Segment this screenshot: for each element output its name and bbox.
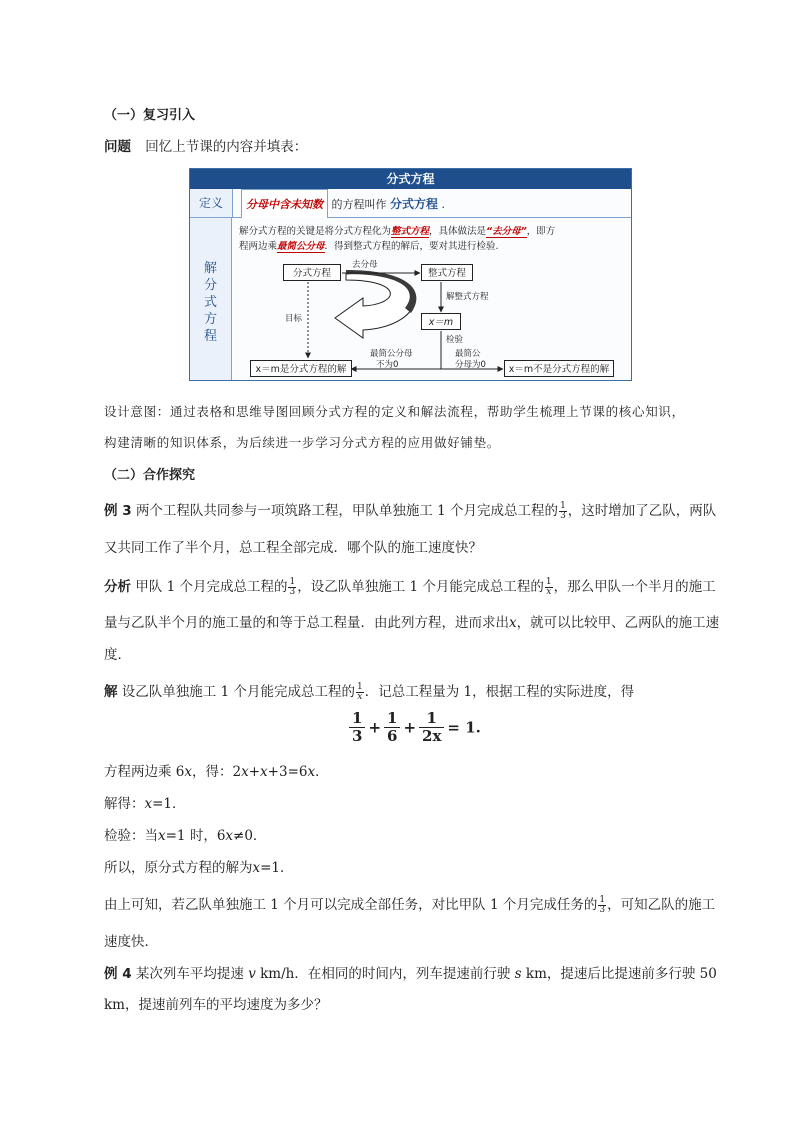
solution-text-b: ．记总工程量为 1，根据工程的实际进度，得 (364, 684, 635, 700)
solve-text-4: 程两边乘 (239, 241, 278, 252)
example-3-line-2: 又共同工作了半个月，总工程全部完成．哪个队的施工速度快？ (104, 540, 482, 556)
keyword-integral-equation: 整式方程 (391, 226, 430, 237)
fractional-equation-table (189, 168, 632, 381)
eq-frac-1-2x: $\frac{1}{2x}$ (419, 710, 444, 745)
label-remove-denominator: 去分母 (352, 260, 378, 270)
conclusion-text-b: ，可知乙队的施工 (607, 897, 716, 913)
solution-line-1 (104, 680, 634, 702)
label-lcd-zero-1: 最简公 (455, 349, 481, 359)
example-4-label: 例 4 (104, 966, 132, 982)
analysis-line-3: 度． (104, 647, 131, 663)
analysis-label: 分析 (104, 579, 131, 595)
example-3-line-1 (104, 499, 716, 521)
fraction-one-over-x: $\frac{1}{x}$ (545, 577, 552, 597)
analysis-text-d: 量与乙队半个月的施工量的和等于总工程量．由此列方程，进而求出 (104, 615, 509, 631)
solve-text-3: ，即方 (526, 226, 556, 237)
fraction-one-over-x: $\frac{1}{x}$ (356, 682, 363, 702)
solution-step-1: 方程两边乘 6x，得：2x+x+3=6x． (104, 764, 329, 780)
variable-x: x (509, 615, 517, 631)
label-check: 检验 (446, 335, 464, 345)
flow-box-is-solution: x＝m是分式方程的解 (250, 360, 352, 377)
solve-label: 解分式方程 (190, 218, 232, 380)
fraction-one-third: $\frac{1}{3}$ (599, 895, 606, 915)
conclusion-line-1 (104, 893, 715, 915)
example-4-line-2: km，提速前列车的平均速度为多少？ (104, 997, 328, 1013)
eq-frac-1-6: $\frac{1}{6}$ (384, 710, 400, 745)
section-title-cooperative: （二）合作探究 (104, 468, 196, 483)
label-lcd-zero-2: 分母为0 (455, 360, 486, 370)
label-lcd-not-zero-1: 最简公分母 (370, 349, 413, 359)
flow-box-x-equals-m: x＝m (421, 313, 461, 330)
solve-text-2: ，具体做法是 (429, 226, 487, 237)
definition-end: . (441, 198, 446, 211)
definition-keyword-box: 分母中含未知数 (241, 189, 328, 221)
example-4-line-1: 例 4 某次列车平均提速 v km/h．在相同的时间内，列车提速前行驶 s km，提速后比提速前多行驶 50 (104, 966, 717, 982)
design-intent-line-2: 构建清晰的知识体系，为后续进一步学习分式方程的应用做好铺垫。 (104, 435, 501, 450)
definition-label: 定义 (190, 189, 233, 217)
analysis-text-e: ，就可以比较甲、乙两队的施工速 (516, 615, 720, 631)
conclusion-line-2: 速度快． (104, 934, 158, 950)
solve-text-5: ．得到整式方程的解后，要对其进行检验. (324, 241, 499, 252)
solve-content (233, 218, 631, 380)
flow-box-integral-equation: 整式方程 (421, 264, 473, 281)
label-lcd-not-zero-2: 不为0 (376, 360, 399, 370)
eq-frac-1-3: $\frac{1}{3}$ (349, 710, 365, 745)
definition-term: 分式方程 (390, 197, 439, 211)
keyword-remove-denominator: “去分母” (486, 226, 527, 237)
solution-label: 解 (104, 684, 118, 700)
table-header: 分式方程 (190, 169, 631, 189)
example-3-label: 例 3 (104, 503, 132, 519)
fraction-one-third: $\frac{1}{3}$ (289, 577, 296, 597)
display-equation: $\frac{1}{3}$ + $\frac{1}{6}$ + $\frac{1}{2x}$ = 1. (346, 710, 481, 745)
label-goal: 目标 (285, 314, 303, 324)
flow-box-not-solution: x＝m不是分式方程的解 (504, 360, 614, 377)
eq-right-side: = 1. (447, 718, 481, 737)
analysis-line-1 (104, 575, 716, 597)
conclusion-text-a: 由上可知，若乙队单独施工 1 个月可以完成全部任务，对比甲队 1 个月完成任务的 (104, 897, 598, 913)
example-3-text-b: ，这时增加了乙队，两队 (567, 503, 717, 519)
definition-row (190, 189, 631, 218)
fraction-one-third: $\frac{1}{3}$ (560, 501, 566, 521)
definition-content (233, 189, 631, 217)
section-title-review: （一）复习引入 (104, 108, 196, 123)
analysis-text-b: ，设乙队单独施工 1 个月能完成总工程的 (297, 579, 544, 595)
analysis-text-a: 甲队 1 个月完成总工程的 (135, 579, 288, 595)
label-solve-integral: 解整式方程 (446, 292, 489, 302)
solution-step-3: 检验：当x=1 时，6x≠0． (104, 828, 267, 844)
example-3-text-a: 两个工程队共同参与一项筑路工程，甲队单独施工 1 个月完成总工程的 (135, 503, 559, 519)
question-line (104, 135, 307, 155)
solve-row (190, 218, 631, 380)
analysis-text-c: ，那么甲队一个半月的施工 (553, 579, 716, 595)
question-text: 回忆上节课的内容并填表： (145, 139, 308, 155)
solution-step-2: 解得：x=1． (104, 796, 186, 812)
keyword-lcd: 最简公分母 (277, 241, 325, 252)
definition-mid-text: 的方程叫作 (331, 198, 387, 211)
solution-text-a: 设乙队单独施工 1 个月能完成总工程的 (121, 684, 355, 700)
design-intent-line-1: 设计意图：通过表格和思维导图回顾分式方程的定义和解法流程，帮助学生梳理上节课的核心知识， (104, 404, 685, 419)
solution-step-4: 所以，原分式方程的解为x=1． (104, 860, 294, 876)
flow-box-fractional-equation: 分式方程 (283, 264, 341, 281)
solve-flowchart (233, 218, 631, 380)
analysis-line-2 (104, 611, 719, 631)
question-label: 问题 (104, 139, 131, 155)
solve-text-1: 解分式方程的关键是将分式方程化为 (239, 226, 392, 237)
